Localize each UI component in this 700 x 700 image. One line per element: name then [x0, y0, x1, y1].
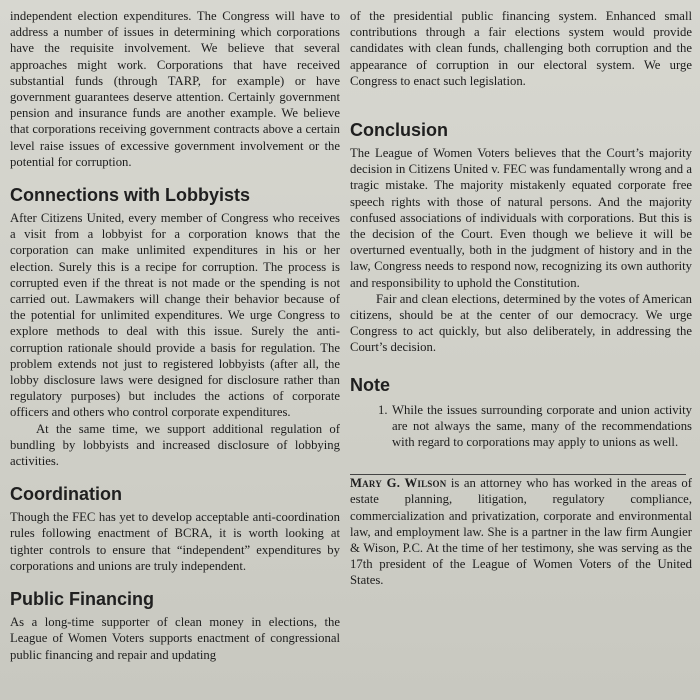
conclusion-paragraph-2: Fair and clean elections, determined by the votes of American citizens, should be at the center of our democracy. We urge Congress to act quickly, but also deliberately, in addressing the Court’s decision.: [350, 291, 692, 355]
right-column: [350, 8, 692, 700]
public-financing-paragraph: As a long-time supporter of clean money in elections, the League of Women Voters supports enactment of congressional public financing and repair and updating: [10, 615, 340, 662]
author-bio-text: is an attorney who has worked in the areas of estate planning, litigation, regulatory compliance, commercialization and privatization, corporate and environmental law, and employment law. She is a partner in the law firm Aungier & Wison, P.C. At the time of her testimony, she was serving as the 17th president of the League of Women Voters of the United States.: [350, 476, 692, 588]
lobbyists-paragraph-1: After Citizens United, every member of Congress who receives a visit from a lobbyist for a corporation knows that the corporation can make unlimited expenditures in his or her election. Surely this is a recipe for corruption. The process is corrupted even if the threat is not made or the spending is not carried out. Lawmakers will change their behavior because of the potential for unlimited expenditures. We urge Congress to explore methods to deal with this issue. Surely the anti-corruption rationale should provide a basis for regulation. The problem extends not just to registered lobbyists (after all, the lobby disclosure laws were designed for disclosure rather than regulatory purposes) but includes the actions of corporate officers and others who control corporate expenditures.: [10, 211, 340, 420]
note-item: [378, 402, 692, 451]
author-bio: [350, 475, 692, 588]
note-text: While the issues surrounding corporate and union activity are not always the same, many of the recommendations with regard to corporations may apply to unions as well.: [392, 402, 692, 450]
section-heading-lobbyists: Connections with Lobbyists: [10, 185, 251, 206]
note-list: [350, 402, 692, 451]
author-name: Mary G. Wilson: [350, 476, 447, 491]
lobbyists-paragraph-2: At the same time, we support additional regulation of bundling by lobbyists and increased disclosure of lobbying activities.: [10, 421, 340, 469]
left-column: [10, 8, 340, 700]
conclusion-paragraph-1: The League of Women Voters believes that the Court’s majority decision in Citizens United v. FEC was fundamentally wrong and a tragic mistake. The majority mistakenly equated corporate free speech rights with those of natural persons. And the majority confused associations of individuals with corporations. But this is the decision of the Court. Even though we believe it will be overturned eventually, both in the judgment of history and in the law, Congress needs to respond now, recognizing its own authority and responsibility to uphold the Constitution.: [350, 146, 692, 290]
section-heading-conclusion: Conclusion: [350, 120, 448, 141]
left-intro-paragraph: independent election expenditures. The Congress will have to address a number of issues in determining which corporations have the requisite involvement. We believe that several approaches might work. Corporations that have received substantial funds (through TARP, for example) or have government guarantees deserve attention. Certainly government pension and insurance funds are another example. We believe that corporations receiving government contracts above a certain level raise issues of excessive government involvement or the potential for corruption.: [10, 9, 340, 169]
section-heading-note: Note: [350, 374, 390, 395]
section-heading-coordination: Coordination: [10, 484, 122, 505]
note-number: 1.: [378, 402, 388, 417]
section-heading-public-financing: Public Financing: [10, 589, 155, 610]
right-intro-paragraph: of the presidential public financing system. Enhanced small contributions through a fair elections system would provide candidates with clean funds, challenging both corruption and the appearance of corruption in our electoral system. We urge Congress to enact such legislation.: [350, 9, 692, 88]
coordination-paragraph: Though the FEC has yet to develop acceptable anti-coordination rules following enactment of BCRA, it is worth looking at tighter controls to ensure that “independent” expenditures by corporations and unions are truly independent.: [10, 510, 340, 573]
